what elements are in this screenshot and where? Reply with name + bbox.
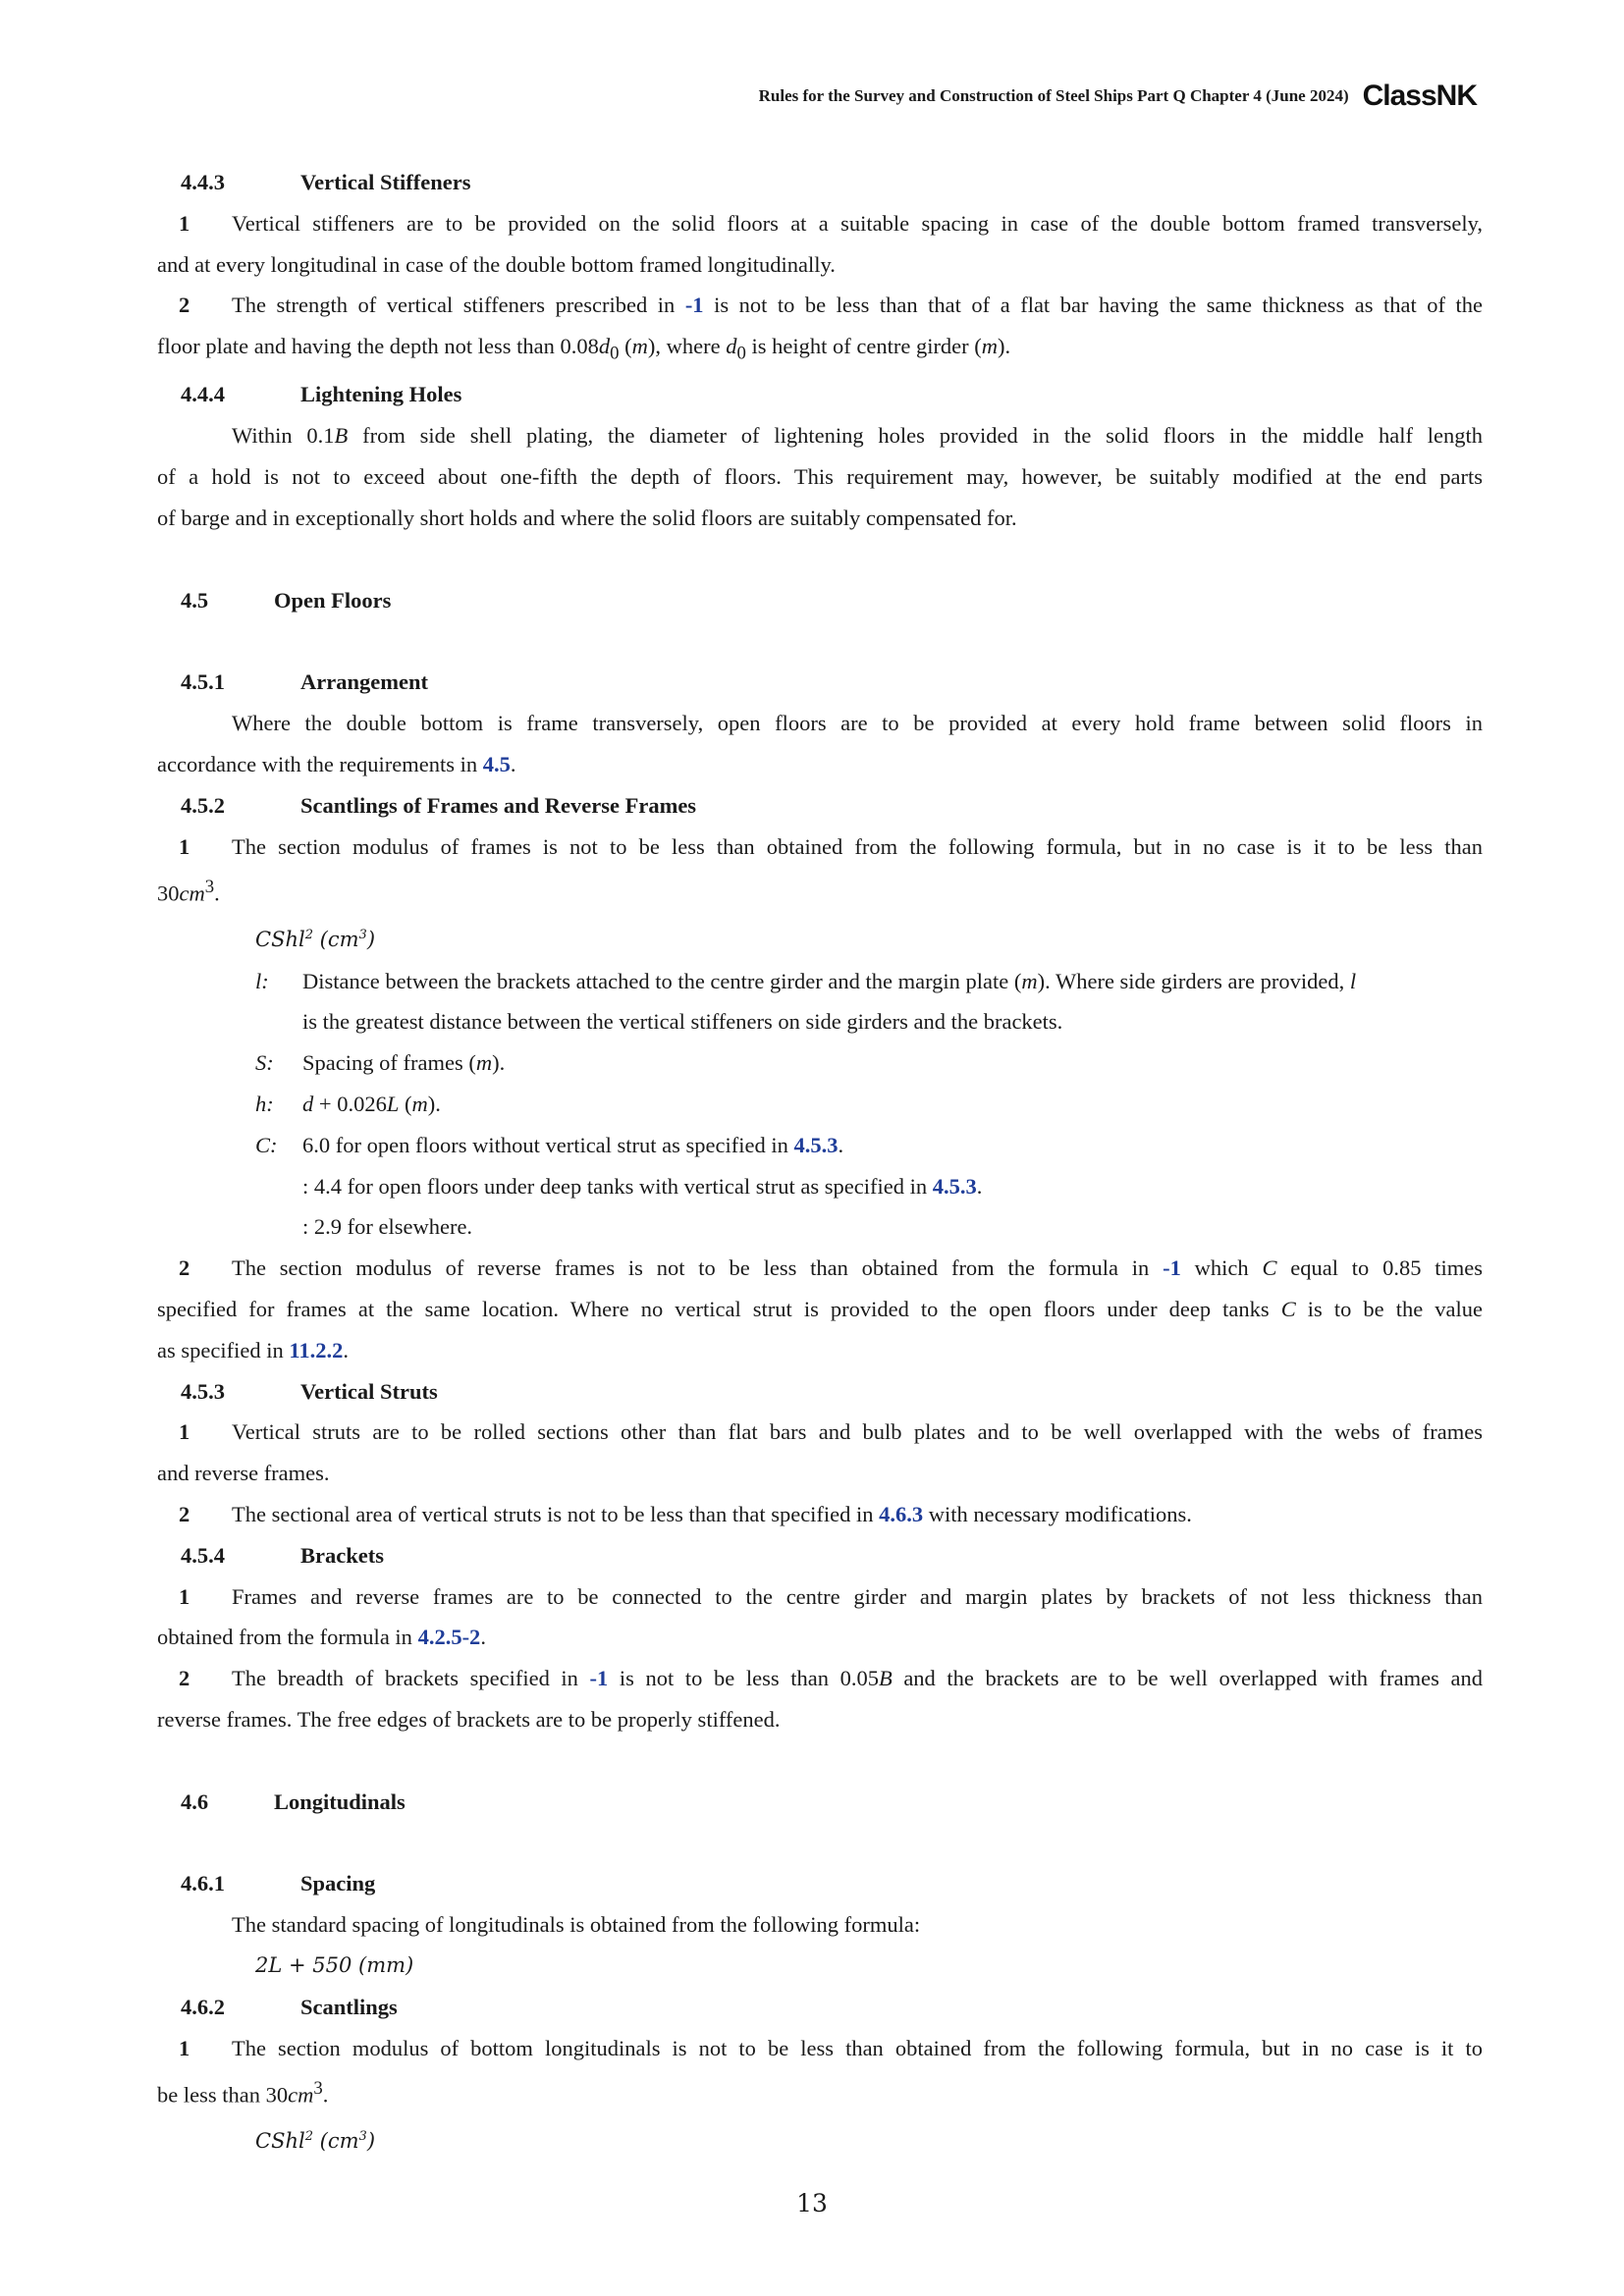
paragraph-cont: $30cm^3$.	[157, 877, 220, 906]
paragraph-cont: specified for frames at the same location. Where no vertical strut is provided to the open floors under deep tanks C is to be the value	[157, 1296, 1483, 1321]
paragraph: 2 The breadth of brackets specified in -1 is not to be less than 0.05B and the brackets are to be well overlapped with frames and	[179, 1666, 1483, 1691]
paragraph: Within 0.1B from side shell plating, the diameter of lightening holes provided in the solid floors in the middle half length	[232, 423, 1484, 449]
paragraph: 1 The section modulus of frames is not to be less than obtained from the following formula, but in no case is it to be less than	[179, 833, 1483, 859]
definition-C: C: 6.0 for open floors without vertical strut as specified in 4.5.3.	[255, 1132, 844, 1157]
paragraph: 1 Frames and reverse frames are to be connected to the centre girder and margin plates by brackets of not less thickness than	[179, 1583, 1483, 1609]
formula: 2L + 550 (mm)	[255, 1953, 414, 1978]
definition-l-cont: is the greatest distance between the vertical stiffeners on side girders and the brackets.	[302, 1009, 1063, 1035]
paragraph: 2 The strength of vertical stiffeners prescribed in -1 is not to be less than that of a flat bar having the same thickness as that of the	[179, 293, 1483, 318]
ref-link[interactable]: 4.6.3	[879, 1501, 924, 1526]
paragraph: 1 Vertical struts are to be rolled sections other than flat bars and bulb plates and to be well overlapped with the webs of frames	[179, 1419, 1483, 1445]
section-heading-4-6: 4.6 Longitudinals	[181, 1789, 406, 1814]
ref-link[interactable]: -1	[1163, 1255, 1181, 1281]
paragraph-cont: of a hold is not to exceed about one-fifth the depth of floors. This requirement may, however, be suitably modified at the end parts	[157, 464, 1483, 490]
paragraph: 2 The section modulus of reverse frames is not to be less than obtained from the formula in -1 which C equal to 0.85 times	[179, 1255, 1483, 1281]
paragraph: 1 Vertical stiffeners are to be provided on the solid floors at a suitable spacing in case of the double bottom framed transversely,	[179, 210, 1483, 236]
section-heading-4-5-4: 4.5.4 Brackets	[181, 1542, 384, 1568]
definition-C-cont: : 4.4 for open floors under deep tanks with vertical strut as specified in 4.5.3.	[302, 1173, 983, 1199]
header-title: Rules for the Survey and Construction of Steel Ships Part Q Chapter 4 (June 2024)	[758, 86, 1349, 105]
paragraph-cont: reverse frames. The free edges of brackets are to be properly stiffened.	[157, 1706, 781, 1732]
paragraph-cont: as specified in 11.2.2.	[157, 1337, 349, 1362]
section-heading-4-6-2: 4.6.2 Scantlings	[181, 1994, 398, 2019]
section-heading-4-5-1: 4.5.1 Arrangement	[181, 669, 428, 695]
section-heading-4-5-3: 4.5.3 Vertical Struts	[181, 1378, 438, 1404]
paragraph-cont: obtained from the formula in 4.2.5-2.	[157, 1625, 486, 1650]
ref-link[interactable]: 4.2.5-2	[417, 1625, 481, 1650]
paragraph: The standard spacing of longitudinals is obtained from the following formula:	[232, 1912, 921, 1938]
section-heading-4-6-1: 4.6.1 Spacing	[181, 1871, 376, 1896]
page-header	[759, 77, 1477, 116]
section-heading-4-5: 4.5 Open Floors	[181, 587, 392, 613]
section-heading-4-5-2: 4.5.2 Scantlings of Frames and Reverse Frames	[181, 792, 697, 818]
paragraph: Where the double bottom is frame transversely, open floors are to be provided at every hold frame between solid floors in	[232, 711, 1483, 736]
paragraph-cont: accordance with the requirements in 4.5.	[157, 752, 516, 777]
paragraph-cont: be less than $30cm^3$.	[157, 2078, 329, 2108]
paragraph-cont: and reverse frames.	[157, 1461, 330, 1486]
paragraph-cont: floor plate and having the depth not less than $0.08d_0$ (m), where $d_0$ is height of centre girder (m).	[157, 334, 1011, 364]
paragraph: 1 The section modulus of bottom longitudinals is not to be less than obtained from the following formula, but in no case is it to	[179, 2035, 1483, 2060]
paragraph-cont: of barge and in exceptionally short holds and where the solid floors are suitably compensated for.	[157, 505, 1017, 530]
paragraph-cont: and at every longitudinal in case of the double bottom framed longitudinally.	[157, 251, 836, 277]
section-heading-4-4-4: 4.4.4 Lightening Holes	[181, 382, 462, 407]
ref-link[interactable]: 4.5.3	[932, 1173, 977, 1199]
ref-link[interactable]: -1	[589, 1666, 609, 1691]
formula: CShl$^2$ $(cm^3)$	[255, 2128, 376, 2153]
ref-link[interactable]: 4.5.3	[793, 1132, 839, 1157]
page-number: 13	[796, 2189, 828, 2217]
definition-h: h: d + 0.026L (m).	[255, 1091, 441, 1116]
ref-link[interactable]: 4.5	[482, 752, 511, 777]
page-body	[157, 162, 1483, 2163]
definition-S: S: Spacing of frames (m).	[255, 1050, 506, 1076]
classnk-logo: ClassNK	[1362, 80, 1477, 112]
formula: CShl$^2$ $(cm^3)$	[255, 927, 376, 951]
section-heading-4-4-3: 4.4.3 Vertical Stiffeners	[181, 170, 471, 194]
paragraph: 2 The sectional area of vertical struts is not to be less than that specified in 4.6.3 with necessary modifications.	[179, 1501, 1192, 1526]
definition-l: l: Distance between the brackets attached to the centre girder and the margin plate (m). Where side girders are provided, l	[255, 968, 1357, 993]
ref-link[interactable]: -1	[684, 293, 704, 318]
definition-C-cont: : 2.9 for elsewhere.	[302, 1214, 473, 1240]
ref-link[interactable]: 11.2.2	[289, 1337, 344, 1362]
